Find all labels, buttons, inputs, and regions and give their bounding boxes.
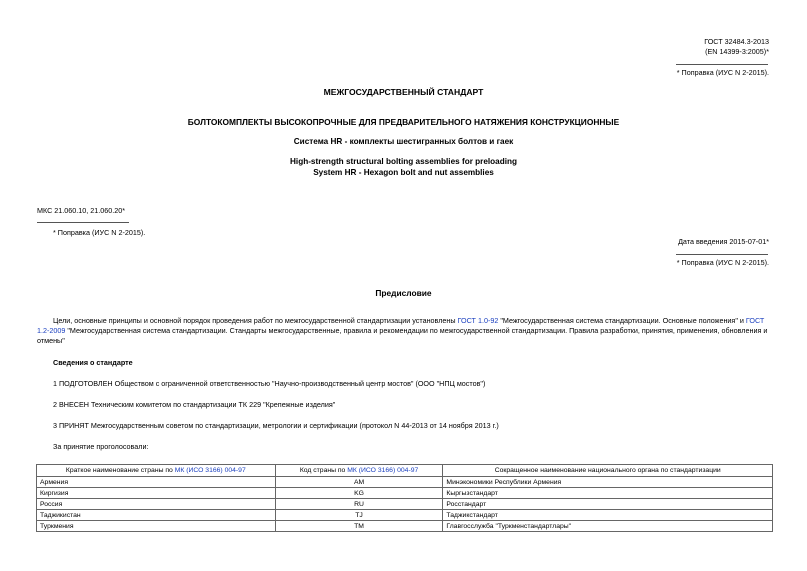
gost-1-0-92-link[interactable]: ГОСТ 1.0-92 (457, 316, 499, 325)
info-item-1: 1 ПОДГОТОВЛЕН Обществом с ограниченной ответственностью "Научно-производственный центр мостов" (ООО "НПЦ мостов") (53, 379, 486, 388)
col-code-link[interactable]: МК (ИСО 3166) 004-97 (347, 467, 419, 474)
col-country-label: Краткое наименование страны по (65, 467, 175, 474)
body-cell: Росстандарт (443, 499, 773, 510)
code-cell: TJ (275, 510, 443, 521)
mks-footnote-rule (37, 222, 129, 223)
code-cell: KG (275, 488, 443, 499)
table-header-row (37, 465, 773, 477)
mks-code: МКС 21.060.10, 21.060.20* (37, 206, 126, 215)
voting-countries-table (36, 464, 773, 532)
en-number: (EN 14399-3:2005)* (705, 47, 769, 56)
table-row (37, 477, 773, 488)
english-title (0, 156, 807, 178)
gost-1-2-2009-link[interactable]: ГОСТ 1.2-2009 (37, 316, 765, 335)
preface-paragraph (37, 316, 772, 346)
english-title-line2: System HR - Hexagon bolt and nut assemblies (313, 168, 494, 177)
code-cell: AM (275, 477, 443, 488)
body-cell: Кыргызстандарт (443, 488, 773, 499)
col-code-label: Код страны по (299, 467, 348, 474)
date-footnote-rule (676, 254, 768, 255)
country-cell: Таджикистан (37, 510, 276, 521)
gost-number: ГОСТ 32484.3-2013 (704, 37, 769, 46)
body-cell: Главгосслужба "Туркменстандартлары" (443, 521, 773, 532)
document-title: БОЛТОКОМПЛЕКТЫ ВЫСОКОПРОЧНЫЕ ДЛЯ ПРЕДВАРИТЕЛЬНОГО НАТЯЖЕНИЯ КОНСТРУКЦИОННЫЕ (187, 117, 620, 127)
col-country-header (37, 465, 276, 477)
english-title-line1: High-strength structural bolting assemblies for preloading (290, 157, 517, 166)
code-cell: TM (275, 521, 443, 532)
country-cell: Армения (37, 477, 276, 488)
info-item-3: 3 ПРИНЯТ Межгосударственным советом по стандартизации, метрологии и сертификации (протокол N 44-2013 от 14 ноября 2013 г.) (53, 421, 499, 430)
preface-text-2: "Межгосударственная система стандартизации. Основные положения" и (498, 316, 746, 325)
document-subtitle: Система HR - комплекты шестигранных болтов и гаек (293, 137, 514, 146)
code-cell: RU (275, 499, 443, 510)
intro-date: Дата введения 2015-07-01* (678, 237, 769, 246)
col-code-header (275, 465, 443, 477)
table-row (37, 521, 773, 532)
country-cell: Туркмения (37, 521, 276, 532)
body-cell: Таджикстандарт (443, 510, 773, 521)
table-row (37, 499, 773, 510)
preface-text-3: "Межгосударственная система стандартизации. Стандарты межгосударственные, правила и рекомендации по межгосударственной стандартизации. Правила разработки, принятия, применения, обновления и отмены" (37, 326, 768, 345)
country-cell: Киргизия (37, 488, 276, 499)
mks-footnote: * Поправка (ИУС N 2-2015). (53, 228, 146, 237)
table-row (37, 510, 773, 521)
document-header (704, 37, 769, 57)
col-body-header: Сокращенное наименование национального органа по стандартизации (443, 465, 773, 477)
voted-label: За принятие проголосовали: (53, 442, 149, 451)
header-footnote: * Поправка (ИУС N 2-2015). (676, 68, 769, 77)
table-row (37, 488, 773, 499)
preface-heading: Предисловие (375, 288, 432, 298)
col-country-link[interactable]: МК (ИСО 3166) 004-97 (174, 467, 246, 474)
standard-type: МЕЖГОСУДАРСТВЕННЫЙ СТАНДАРТ (323, 87, 484, 97)
country-cell: Россия (37, 499, 276, 510)
body-cell: Минэкономики Республики Армения (443, 477, 773, 488)
date-footnote: * Поправка (ИУС N 2-2015). (676, 258, 769, 267)
standard-info-heading: Сведения о стандарте (53, 358, 133, 367)
footnote-rule (676, 64, 768, 65)
info-item-2: 2 ВНЕСЕН Техническим комитетом по стандартизации ТК 229 "Крепежные изделия" (53, 400, 336, 409)
preface-text-1: Цели, основные принципы и основной порядок проведения работ по межгосударственной стандартизации установлены (53, 316, 458, 325)
